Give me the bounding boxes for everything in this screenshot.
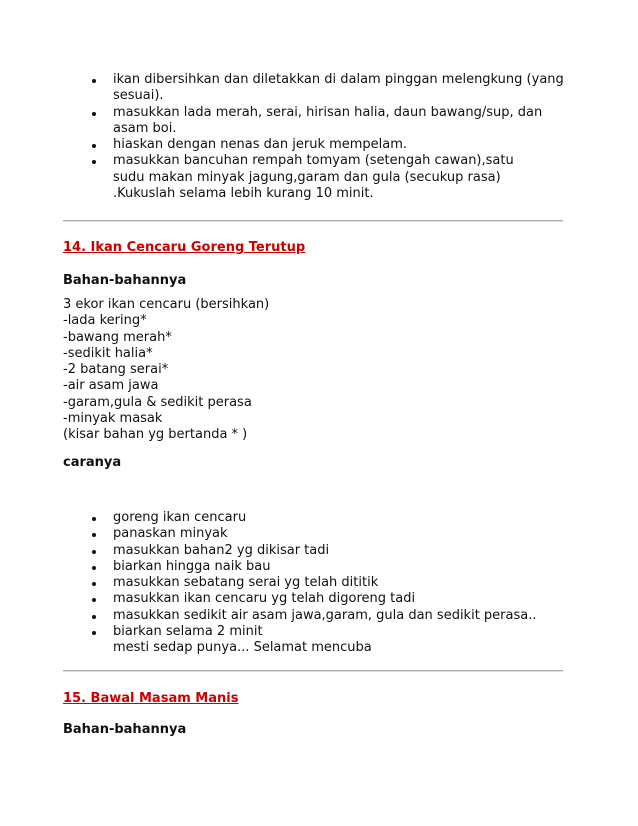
bullet-icon [92, 112, 96, 116]
ingredient-line: (kisar bahan yg bertanda * ) [63, 427, 248, 443]
bullet-icon [92, 550, 96, 554]
list-item: goreng ikan cencaru [92, 510, 572, 526]
list-item: panaskan minyak [92, 526, 572, 542]
bullet-icon [92, 615, 96, 619]
bullet-icon [92, 79, 96, 83]
bullet-icon [92, 517, 96, 521]
ingredient-line: -garam,gula & sedikit perasa [63, 394, 252, 410]
ingredient-line: -sedikit halia* [63, 345, 153, 361]
list-item: masukkan bancuhan rempah tomyam (setengah cawan),satu sudu makan minyak jagung,garam dan gula (secukup rasa) .Kukuslah selama lebih kurang 10 minit. [92, 153, 523, 202]
ingredient-line: -bawang merah* [63, 329, 172, 345]
divider [63, 670, 563, 672]
list-item: masukkan sedikit air asam jawa,garam, gula dan sedikit perasa.. [92, 608, 572, 624]
bullet-icon [92, 631, 96, 635]
bullet-icon [92, 566, 96, 570]
recipe-15-ingredients-heading: Bahan-bahannya [63, 722, 187, 737]
bullet-icon [92, 582, 96, 586]
steps-list-previous [92, 72, 572, 202]
recipe-15-title[interactable]: 15. Bawal Masam Manis [63, 691, 239, 706]
list-item: masukkan bahan2 yg dikisar tadi [92, 543, 572, 559]
list-item: biarkan hingga naik bau [92, 559, 572, 575]
list-item: biarkan selama 2 minit mesti sedap punya... Selamat mencuba [92, 624, 572, 657]
recipe-14-steps [92, 510, 572, 657]
ingredient-line: -lada kering* [63, 313, 147, 329]
ingredient-line: -minyak masak [63, 411, 163, 427]
ingredient-line: -2 batang serai* [63, 362, 169, 378]
divider [63, 220, 563, 222]
ingredient-line: -air asam jawa [63, 378, 159, 394]
list-item: hiaskan dengan nenas dan jeruk mempelam. [92, 137, 572, 153]
recipe-14-ingredients-heading: Bahan-bahannya [63, 273, 187, 288]
bullet-icon [92, 144, 96, 148]
list-item: masukkan lada merah, serai, hirisan halia, daun bawang/sup, dan asam boi. [92, 105, 572, 138]
bullet-icon [92, 160, 96, 164]
recipe-14-ingredients [63, 297, 269, 444]
list-item: masukkan ikan cencaru yg telah digoreng tadi [92, 591, 572, 607]
recipe-14-method-heading: caranya [63, 455, 122, 470]
bullet-icon [92, 533, 96, 537]
ingredient-line: 3 ekor ikan cencaru (bersihkan) [63, 297, 270, 312]
bullet-icon [92, 598, 96, 602]
list-item: ikan dibersihkan dan diletakkan di dalam pinggan melengkung (yang sesuai). [92, 72, 572, 105]
recipe-14-title[interactable]: 14. Ikan Cencaru Goreng Terutup [63, 240, 306, 255]
list-item: masukkan sebatang serai yg telah dititik [92, 575, 572, 591]
